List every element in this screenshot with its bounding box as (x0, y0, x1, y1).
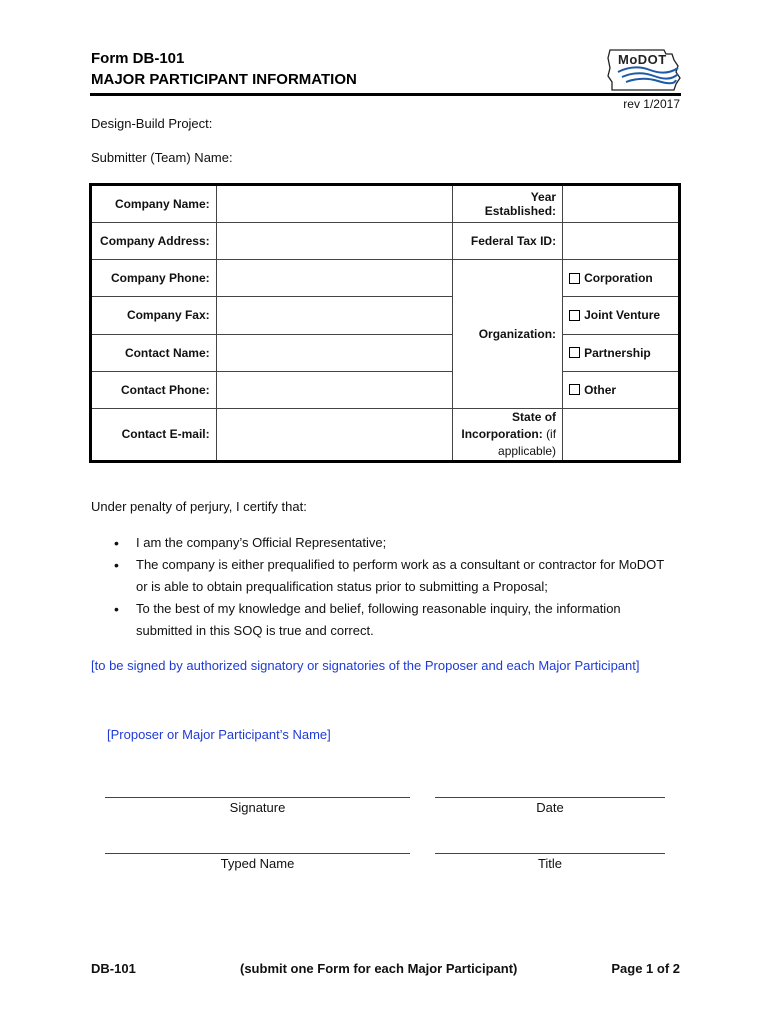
typed-name-line[interactable] (105, 853, 410, 854)
joint-venture-checkbox[interactable] (569, 310, 580, 321)
certification-intro: Under penalty of perjury, I certify that: (91, 499, 307, 514)
title-caption: Title (537, 856, 563, 871)
org-option-other[interactable] (563, 371, 680, 408)
company-address-field[interactable] (216, 223, 453, 260)
contact-phone-field[interactable] (216, 371, 453, 408)
signature-instruction-note: [to be signed by authorized signatory or signatories of the Proposer and each Major Participant] (91, 658, 640, 673)
revision-date: rev 1/2017 (623, 97, 680, 111)
corporation-label: Corporation (584, 271, 653, 286)
year-established-field[interactable] (563, 185, 680, 223)
submitter-team-name-label: Submitter (Team) Name: (91, 150, 233, 165)
footer-form-id: DB-101 (91, 961, 136, 976)
company-address-label: Company Address: (91, 223, 217, 260)
joint-venture-label: Joint Venture (584, 308, 661, 323)
federal-tax-id-field[interactable] (563, 223, 680, 260)
certification-item: • The company is either prequalified to perform work as a consultant or contractor for MoDOT or is able to obtain prequalification status prior to submitting a Proposal; (110, 554, 670, 598)
date-caption: Date (536, 800, 564, 815)
typed-name-caption: Typed Name (220, 856, 295, 871)
state-of-incorporation-label: State of Incorporation: (if applicable) (453, 408, 563, 461)
other-checkbox[interactable] (569, 384, 580, 395)
form-number: Form DB-101 (91, 50, 185, 67)
contact-name-label: Contact Name: (91, 334, 217, 371)
contact-email-label: Contact E-mail: (91, 408, 217, 461)
organization-label: Organization: (453, 260, 563, 409)
certification-list (110, 532, 670, 642)
company-name-label: Company Name: (91, 185, 217, 223)
partnership-checkbox[interactable] (569, 347, 580, 358)
header-divider (90, 93, 681, 96)
date-line[interactable] (435, 797, 665, 798)
contact-name-field[interactable] (216, 334, 453, 371)
signature-line[interactable] (105, 797, 410, 798)
contact-email-field[interactable] (216, 408, 453, 461)
org-option-joint-venture[interactable] (563, 297, 680, 334)
federal-tax-id-label: Federal Tax ID: (453, 223, 563, 260)
modot-logo (604, 46, 682, 91)
year-established-label: Year Established: (453, 185, 563, 223)
corporation-checkbox[interactable] (569, 273, 580, 284)
title-line[interactable] (435, 853, 665, 854)
org-option-corporation[interactable] (563, 260, 680, 297)
logo-text: MoDOT (618, 52, 667, 67)
certification-item: • To the best of my knowledge and belief, following reasonable inquiry, the information submitted in this SOQ is true and correct. (110, 598, 670, 642)
state-of-incorporation-field[interactable] (563, 408, 680, 461)
design-build-project-label: Design-Build Project: (91, 116, 213, 131)
company-fax-label: Company Fax: (91, 297, 217, 334)
participant-info-table (89, 183, 681, 463)
participant-name-placeholder[interactable]: [Proposer or Major Participant’s Name] (107, 727, 331, 742)
form-title: MAJOR PARTICIPANT INFORMATION (91, 71, 357, 88)
partnership-label: Partnership (584, 345, 651, 360)
company-phone-field[interactable] (216, 260, 453, 297)
other-label: Other (584, 382, 617, 397)
page-number: Page 1 of 2 (611, 961, 680, 976)
contact-phone-label: Contact Phone: (91, 371, 217, 408)
signature-caption: Signature (229, 800, 286, 815)
company-phone-label: Company Phone: (91, 260, 217, 297)
certification-item: • I am the company’s Official Representative; (110, 532, 670, 554)
company-name-field[interactable] (216, 185, 453, 223)
footer-instruction: (submit one Form for each Major Participant) (240, 961, 518, 976)
org-option-partnership[interactable] (563, 334, 680, 371)
company-fax-field[interactable] (216, 297, 453, 334)
